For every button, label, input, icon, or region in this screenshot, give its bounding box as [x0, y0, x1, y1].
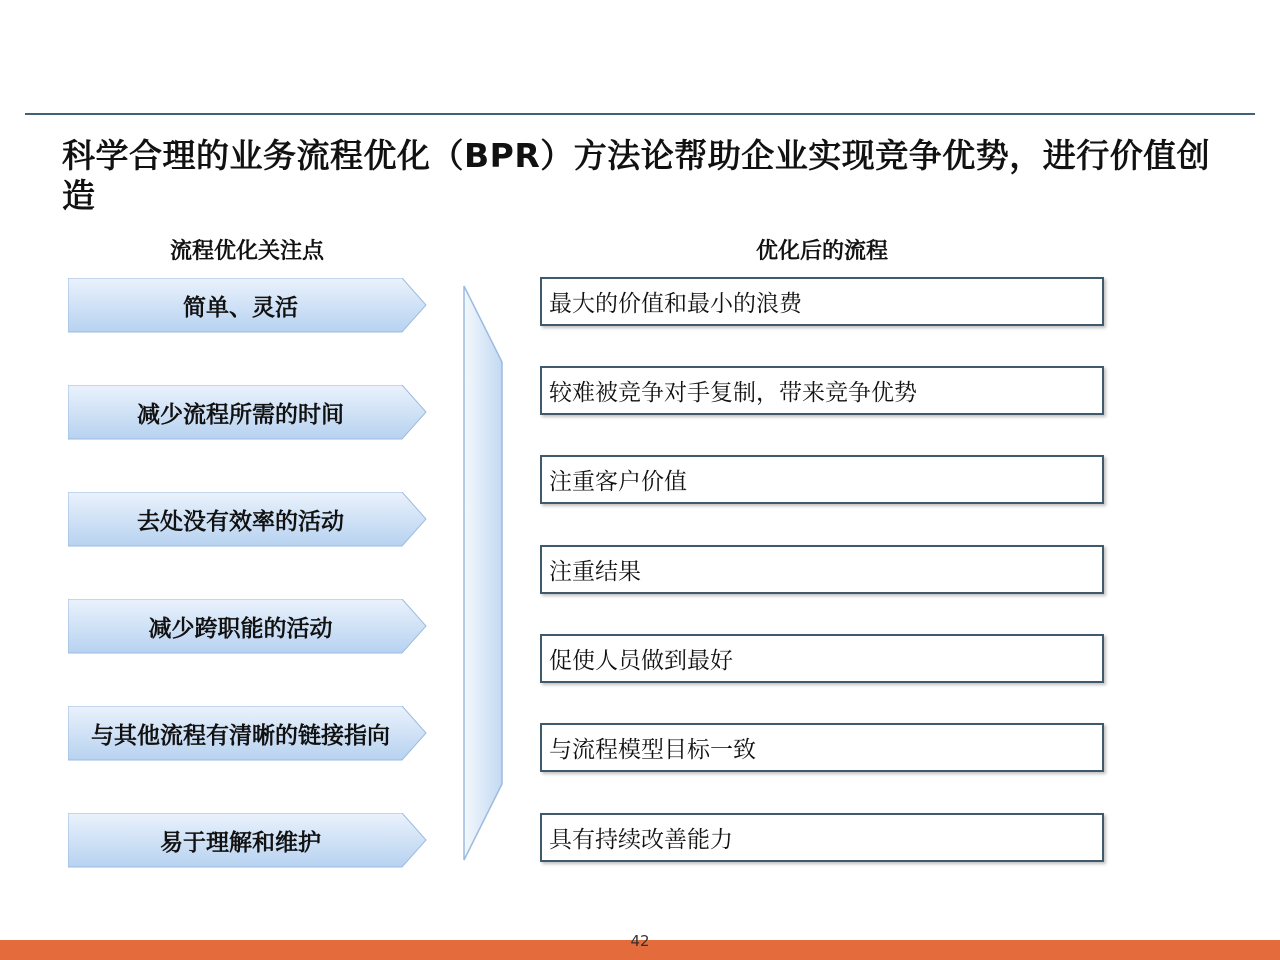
focus-item-1 [68, 278, 428, 332]
focus-item-label: 去处没有效率的活动 [137, 508, 344, 535]
focus-item-label: 减少流程所需的时间 [137, 401, 344, 428]
top-divider [25, 113, 1255, 115]
focus-item-label: 减少跨职能的活动 [148, 615, 333, 642]
focus-item-3 [68, 492, 428, 546]
focus-item-4 [68, 599, 428, 653]
result-item-6: 与流程模型目标一致 [540, 723, 1104, 772]
result-item-4: 注重结果 [540, 545, 1104, 594]
result-item-7: 具有持续改善能力 [540, 813, 1104, 862]
left-column-heading: 流程优化关注点 [170, 239, 325, 264]
slide-title: 科学合理的业务流程优化（BPR）方法论帮助企业实现竞争优势，进行价值创造 [62, 136, 1211, 215]
result-item-1: 最大的价值和最小的浪费 [540, 277, 1104, 326]
focus-item-6 [68, 813, 428, 867]
right-column-heading: 优化后的流程 [756, 239, 889, 264]
page-number: 42 [630, 932, 650, 950]
result-item-2: 较难被竞争对手复制，带来竞争优势 [540, 366, 1104, 415]
focus-item-2 [68, 385, 428, 439]
focus-item-label: 与其他流程有清晰的链接指向 [91, 722, 390, 749]
focus-item-5 [68, 706, 428, 760]
chevron-arrow-icon [462, 284, 508, 864]
result-item-3: 注重客户价值 [540, 455, 1104, 504]
focus-item-label: 简单、灵活 [183, 294, 298, 321]
focus-item-label: 易于理解和维护 [160, 829, 321, 856]
result-item-5: 促使人员做到最好 [540, 634, 1104, 683]
